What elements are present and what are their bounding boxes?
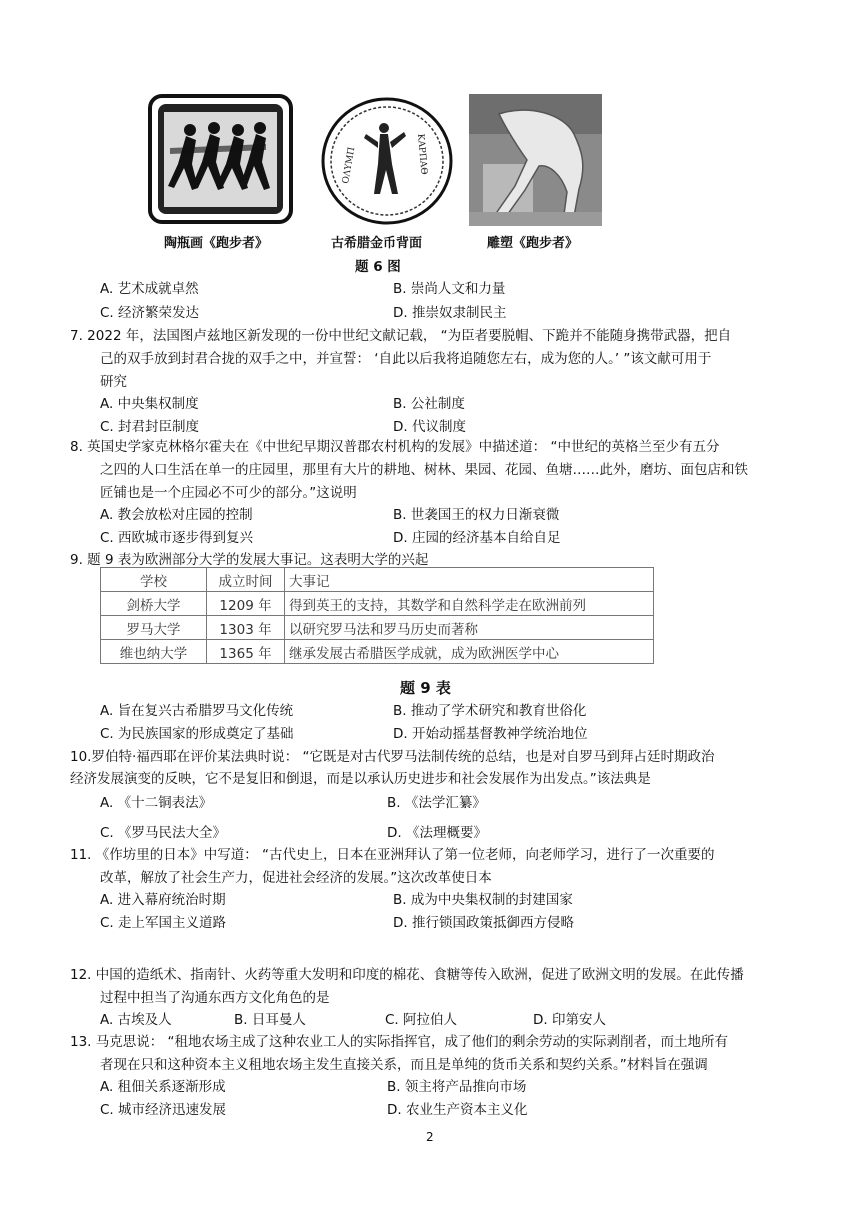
table-cell: 罗马大学 xyxy=(101,616,207,640)
svg-text:ΟΛΥΜΠ: ΟΛΥΜΠ xyxy=(341,146,358,185)
page-number: 2 xyxy=(426,1130,434,1144)
table-cell: 1209 年 xyxy=(207,592,285,616)
q7-stem-line3: 研究 xyxy=(100,374,127,390)
q8-stem-line3: 匠铺也是一个庄园必不可少的部分。”这说明 xyxy=(100,485,357,501)
q7-option-c: C. 封君封臣制度 xyxy=(100,419,200,435)
table-row xyxy=(101,640,654,664)
q8-option-d: D. 庄园的经济基本自给自足 xyxy=(393,530,561,546)
q7-option-b: B. 公社制度 xyxy=(393,396,465,412)
q9-option-b: B. 推动了学术研究和教育世俗化 xyxy=(393,703,587,719)
sculpture-figure xyxy=(469,94,602,226)
q8-option-c: C. 西欧城市逐步得到复兴 xyxy=(100,530,254,546)
table-header-cell: 学校 xyxy=(101,568,207,592)
q9-table xyxy=(100,567,654,664)
table-cell: 1303 年 xyxy=(207,616,285,640)
q11-option-b: B. 成为中央集权制的封建国家 xyxy=(393,892,573,908)
q10-option-a: A. 《十二铜表法》 xyxy=(100,795,213,811)
q12-stem-line1: 12. 中国的造纸术、指南针、火药等重大发明和印度的棉花、食糖等传入欧洲，促进了欧洲文明的发展。在此传播 xyxy=(70,967,744,983)
q10-option-b: B. 《法学汇纂》 xyxy=(387,795,486,811)
q7-option-d: D. 代议制度 xyxy=(393,419,466,435)
q13-stem-line2: 者现在只和这种资本主义租地农场主发生直接关系，而且是单纯的货币关系和契约关系。”材料旨在强调 xyxy=(100,1057,708,1073)
q10-option-c: C. 《罗马民法大全》 xyxy=(100,825,227,841)
q12-option-d: D. 印第安人 xyxy=(533,1012,606,1028)
q9-option-a: A. 旨在复兴古希腊罗马文化传统 xyxy=(100,703,294,719)
table-header-cell: 成立时间 xyxy=(207,568,285,592)
vase-painting-figure xyxy=(148,94,293,224)
q8-option-a: A. 教会放松对庄园的控制 xyxy=(100,507,253,523)
table-cell: 得到英王的支持，其数学和自然科学走在欧洲前列 xyxy=(285,592,654,616)
q6-option-c: C. 经济繁荣发达 xyxy=(100,305,200,321)
vase-painting-runners-icon xyxy=(148,94,293,224)
q10-stem-line2: 经济发展演变的反映，它不是复旧和倒退，而是以承认历史进步和社会发展作为出发点。”该法典是 xyxy=(70,771,651,787)
q11-option-d: D. 推行锁国政策抵御西方侵略 xyxy=(393,915,574,931)
q7-stem-line1: 7. 2022 年，法国图卢兹地区新发现的一份中世纪文献记载， “为臣者要脱帽、下跪并不能随身携带武器，把自 xyxy=(70,328,732,344)
table-cell: 剑桥大学 xyxy=(101,592,207,616)
q9-stem-line1: 9. 题 9 表为欧洲部分大学的发展大事记。这表明大学的兴起 xyxy=(70,552,429,568)
q13-stem-line1: 13. 马克思说： “租地农场主成了这种农业工人的实际指挥官，成了他们的剩余劳动的实际剥削者，而土地所有 xyxy=(70,1034,729,1050)
q6-option-d: D. 推崇奴隶制民主 xyxy=(393,305,507,321)
figure-caption-3: 雕塑《跑步者》 xyxy=(487,236,579,251)
q13-option-d: D. 农业生产资本主义化 xyxy=(387,1102,528,1118)
table-header-cell: 大事记 xyxy=(285,568,654,592)
q7-stem-line2: 己的双手放到封君合拢的双手之中，并宣誓： ‘自此以后我将追随您左右，成为您的人。’ ”该文献可用于 xyxy=(100,351,712,367)
table-cell: 以研究罗马法和罗马历史而著称 xyxy=(285,616,654,640)
q12-option-b: B. 日耳曼人 xyxy=(234,1012,306,1028)
q11-option-a: A. 进入幕府统治时期 xyxy=(100,892,226,908)
q6-option-b: B. 崇尚人文和力量 xyxy=(393,281,506,297)
table-row xyxy=(101,592,654,616)
q7-option-a: A. 中央集权制度 xyxy=(100,396,199,412)
q9-option-d: D. 开始动摇基督教神学统治地位 xyxy=(393,726,588,742)
table-cell: 维也纳大学 xyxy=(101,640,207,664)
figure-caption-2: 古希腊金币背面 xyxy=(331,236,423,251)
table-cell: 继承发展古希腊医学成就，成为欧洲医学中心 xyxy=(285,640,654,664)
q8-stem-line1: 8. 英国史学家克林格尔霍夫在《中世纪早期汉普郡农村机构的发展》中描述道： “中世纪的英格兰至少有五分 xyxy=(70,439,720,455)
sculpture-runner-icon xyxy=(469,94,602,226)
coin-figure xyxy=(318,94,456,228)
q10-option-d: D. 《法理概要》 xyxy=(387,825,487,841)
q11-stem-line2: 改革，解放了社会生产力，促进社会经济的发展。”这次改革使日本 xyxy=(100,870,492,886)
table-title: 题 9 表 xyxy=(400,679,451,697)
q8-option-b: B. 世袭国王的权力日渐衰微 xyxy=(393,507,560,523)
q12-stem-line2: 过程中担当了沟通东西方文化角色的是 xyxy=(100,990,330,1006)
q12-option-a: A. 古埃及人 xyxy=(100,1012,172,1028)
figure-title: 题 6 图 xyxy=(355,259,401,275)
q9-option-c: C. 为民族国家的形成奠定了基础 xyxy=(100,726,294,742)
svg-text:ΚΑΡΠΑΘ: ΚΑΡΠΑΘ xyxy=(415,133,429,176)
q10-stem-line1: 10.罗伯特·福西耶在评价某法典时说： “它既是对古代罗马法制传统的总结，也是对自罗马到拜占廷时期政治 xyxy=(70,749,715,765)
q13-option-a: A. 租佃关系逐渐形成 xyxy=(100,1079,226,1095)
q12-option-c: C. 阿拉伯人 xyxy=(385,1012,458,1028)
figure-caption-1: 陶瓶画《跑步者》 xyxy=(164,236,269,251)
table-header-row xyxy=(101,568,654,592)
q13-option-c: C. 城市经济迅速发展 xyxy=(100,1102,227,1118)
q11-option-c: C. 走上军国主义道路 xyxy=(100,915,227,931)
ancient-greek-coin-icon xyxy=(318,94,456,228)
q6-option-a: A. 艺术成就卓然 xyxy=(100,281,199,297)
table-cell: 1365 年 xyxy=(207,640,285,664)
table-row xyxy=(101,616,654,640)
q13-option-b: B. 领主将产品推向市场 xyxy=(387,1079,527,1095)
q11-stem-line1: 11. 《作坊里的日本》中写道： “古代史上，日本在亚洲拜认了第一位老师，向老师学习，进行了一次重要的 xyxy=(70,847,715,863)
q8-stem-line2: 之四的人口生活在单一的庄园里，那里有大片的耕地、树林、果园、花园、鱼塘……此外，磨坊、面包店和铁 xyxy=(100,462,748,478)
